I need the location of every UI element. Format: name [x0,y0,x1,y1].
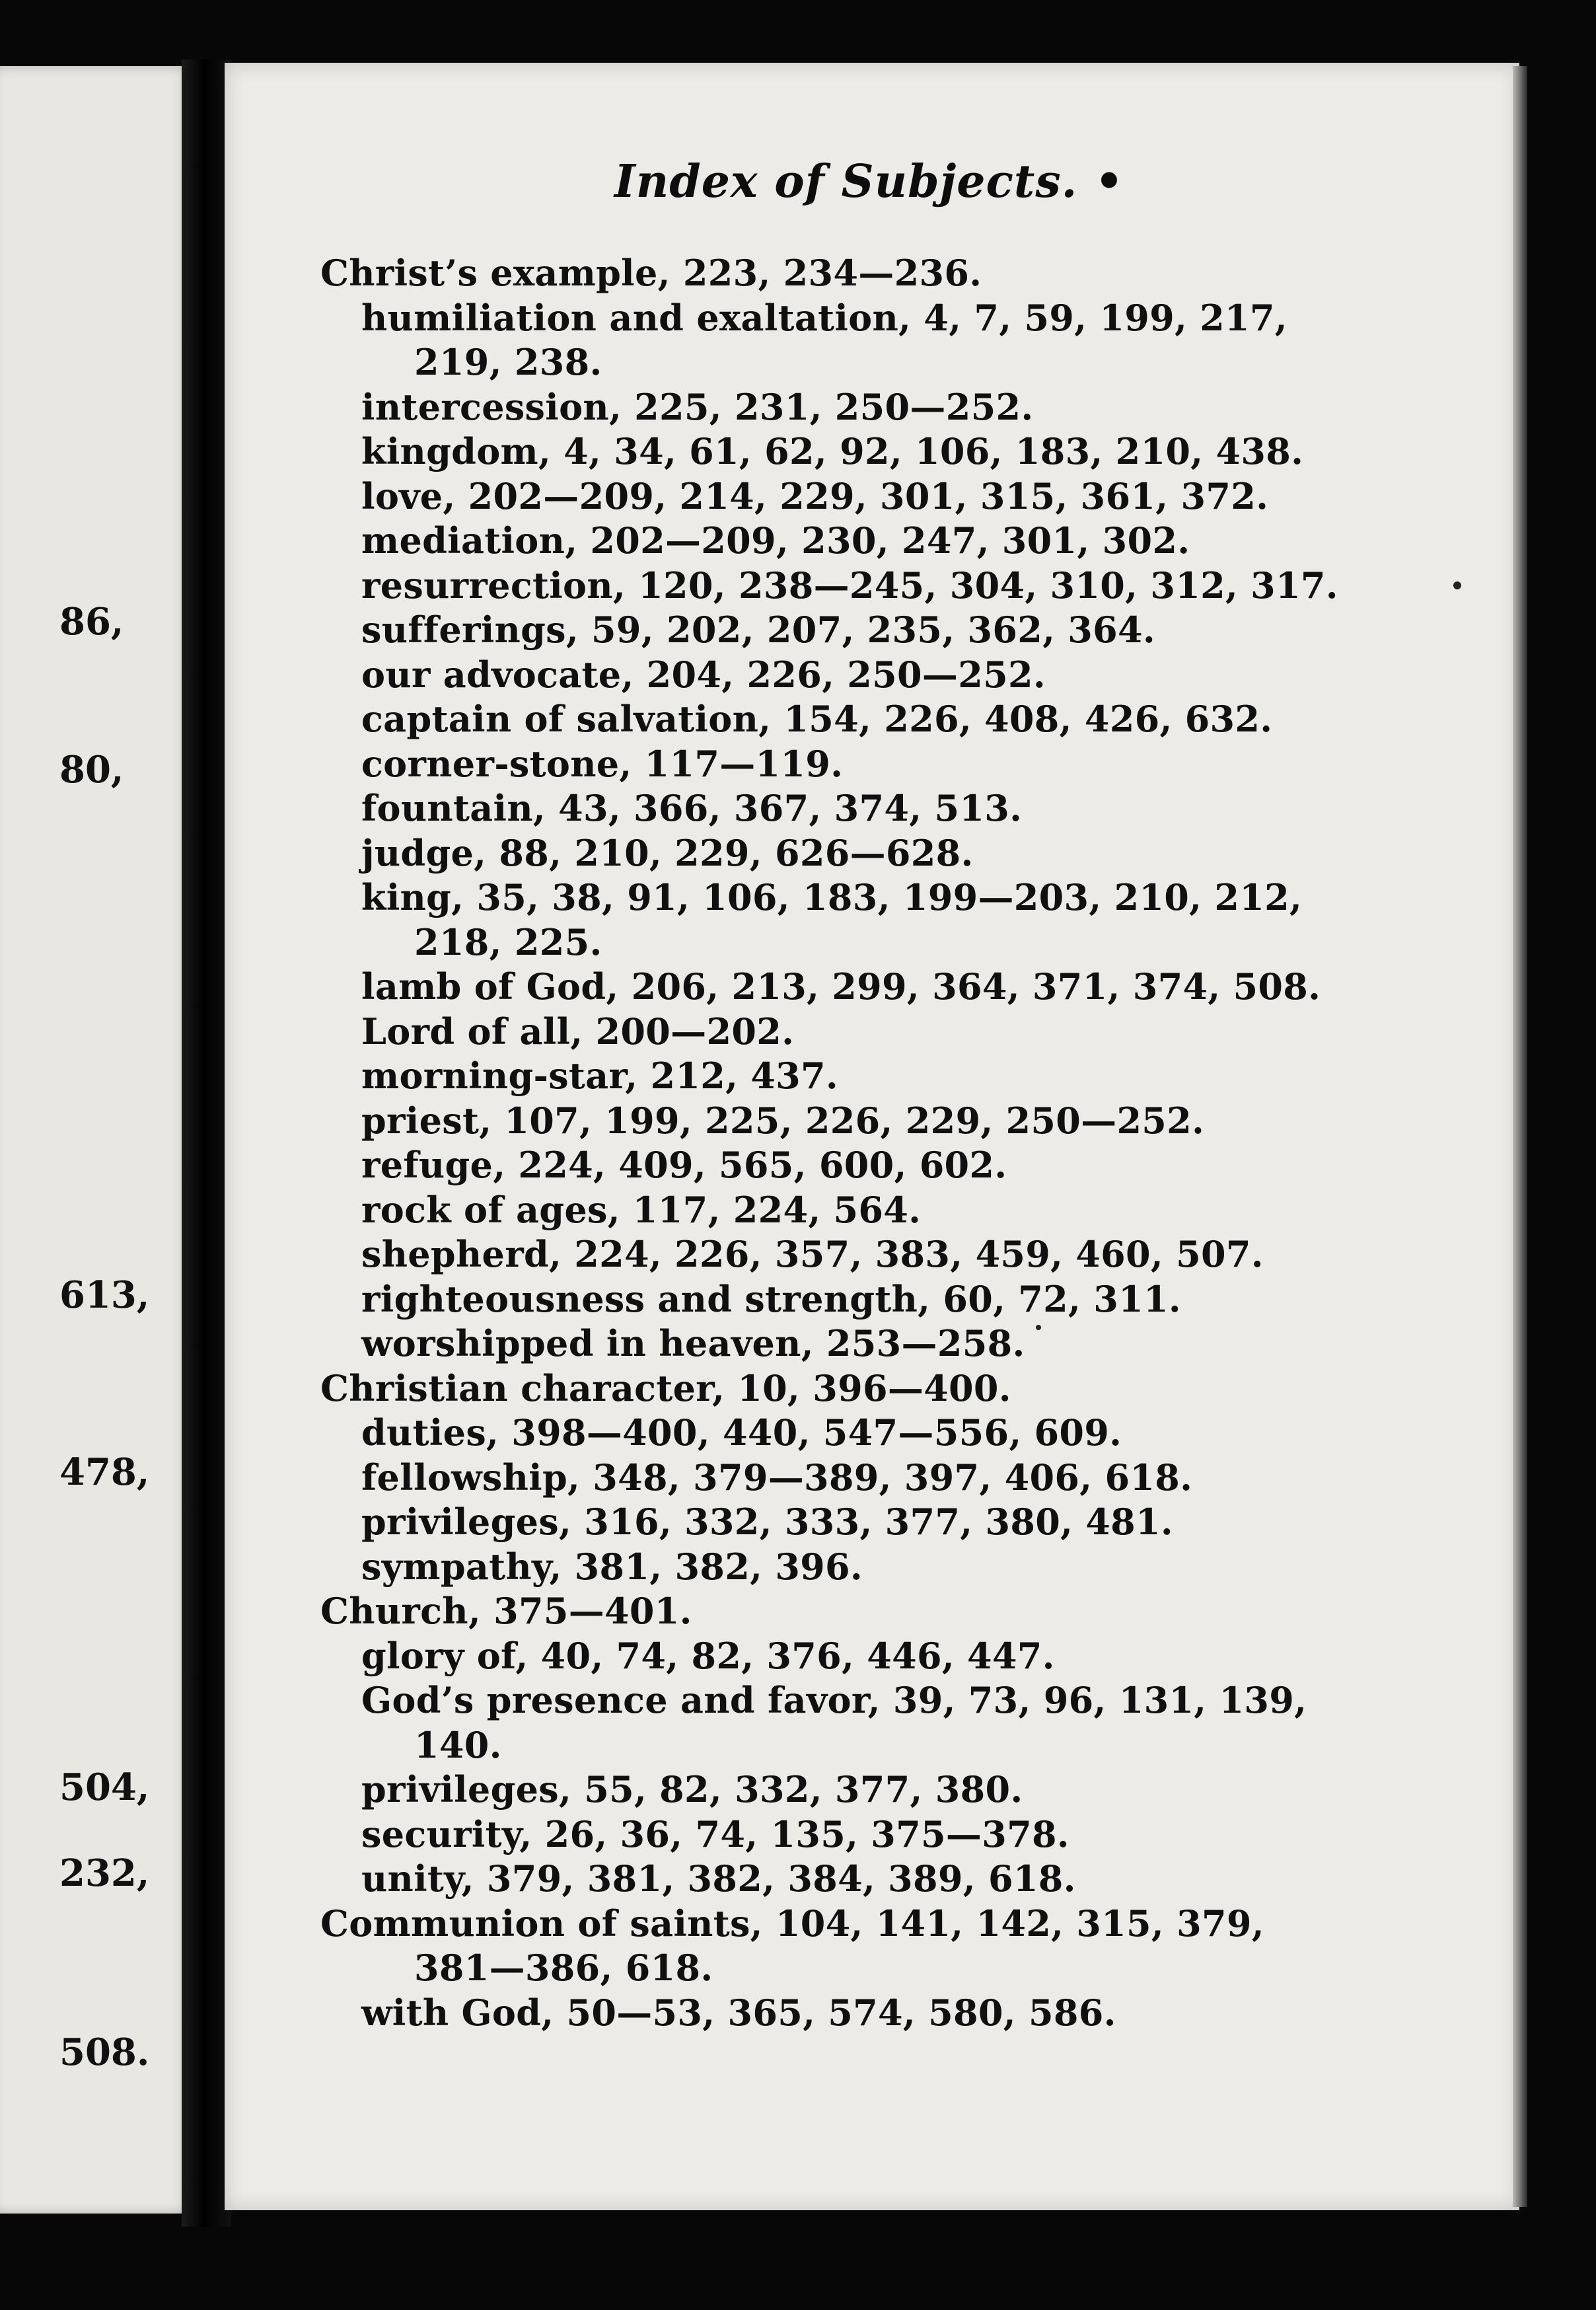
index-entry-heading: Christ’s example, 223, 234—236. [320,252,982,294]
facing-page-fragment: 613, [59,1273,150,1317]
facing-page-fragment: 504, [59,1766,150,1809]
index-subentry: our advocate, 204, 226, 250—252. [361,653,1046,696]
index-subentry: corner-stone, 117—119. [361,742,844,785]
index-subentry: refuge, 224, 409, 565, 600, 602. [361,1144,1007,1186]
index-continuation-line: 218, 225. [414,920,602,963]
ink-speck [1036,1325,1041,1330]
index-subentry: intercession, 225, 231, 250—252. [361,385,1034,428]
index-subentry: unity, 379, 381, 382, 384, 389, 618. [361,1857,1076,1900]
facing-page [0,66,192,2214]
index-subentry: mediation, 202—209, 230, 247, 301, 302. [361,519,1190,562]
page-title-text: Index of Subjects. [614,155,1078,208]
index-subentry: fountain, 43, 366, 367, 374, 513. [361,787,1023,829]
index-subentry: sufferings, 59, 202, 207, 235, 362, 364. [361,609,1156,651]
index-entries [320,251,1443,2035]
index-entry-heading: Communion of saints, 104, 141, 142, 315, 379, [320,1902,1264,1945]
index-subentry: rock of ages, 117, 224, 564. [361,1188,922,1231]
index-subentry: security, 26, 36, 74, 135, 375—378. [361,1812,1070,1855]
facing-page-fragment: 478, [59,1450,150,1494]
facing-page-fragment: 232, [59,1851,150,1895]
index-page [225,63,1519,2210]
index-continuation-line: 140. [414,1723,502,1766]
facing-page-fragment: 86, [59,600,124,644]
index-subentry: righteousness and strength, 60, 72, 311. [361,1277,1181,1320]
ink-speck [1453,581,1461,589]
page-title [614,155,1124,208]
index-subentry: love, 202—209, 214, 229, 301, 315, 361, 372. [361,474,1269,517]
facing-page-fragment: 508. [59,2031,150,2074]
index-subentry: God’s presence and favor, 39, 73, 96, 131, 139, [361,1679,1307,1721]
index-subentry: glory of, 40, 74, 82, 376, 446, 447. [361,1634,1055,1677]
index-subentry: fellowship, 348, 379—389, 397, 406, 618. [361,1456,1193,1499]
index-subentry: privileges, 316, 332, 333, 377, 380, 481. [361,1501,1174,1543]
index-entry-heading: Church, 375—401. [320,1590,692,1632]
page-edge [1513,66,1527,2207]
index-subentry: judge, 88, 210, 229, 626—628. [361,831,974,874]
index-subentry: sympathy, 381, 382, 396. [361,1545,863,1588]
index-subentry: Lord of all, 200—202. [361,1010,795,1053]
index-subentry: morning-star, 212, 437. [361,1055,839,1097]
index-subentry: humiliation and exaltation, 4, 7, 59, 199, 217, [361,296,1288,339]
index-subentry: with God, 50—53, 365, 574, 580, 586. [361,1991,1116,2034]
book-gutter [182,59,231,2227]
index-entry-heading: Christian character, 10, 396—400. [320,1366,1011,1409]
index-subentry: kingdom, 4, 34, 61, 62, 92, 106, 183, 210, 438. [361,430,1304,472]
index-subentry: captain of salvation, 154, 226, 408, 426, 632. [361,698,1273,740]
index-subentry: privileges, 55, 82, 332, 377, 380. [361,1768,1023,1810]
index-subentry: king, 35, 38, 91, 106, 183, 199—203, 210, 212, [361,876,1303,918]
index-continuation-line: 381—386, 618. [414,1947,713,1989]
index-subentry: duties, 398—400, 440, 547—556, 609. [361,1411,1122,1454]
index-subentry: resurrection, 120, 238—245, 304, 310, 312, 317. [361,564,1338,607]
index-subentry: worshipped in heaven, 253—258. [361,1322,1025,1364]
facing-page-fragment: 80, [59,748,124,792]
index-subentry: priest, 107, 199, 225, 226, 229, 250—252. [361,1099,1205,1142]
index-subentry: lamb of God, 206, 213, 299, 364, 371, 374, 508. [361,965,1321,1008]
index-subentry: shepherd, 224, 226, 357, 383, 459, 460, 507. [361,1233,1264,1275]
index-continuation-line: 219, 238. [414,341,602,383]
title-mark: • [1095,155,1124,208]
